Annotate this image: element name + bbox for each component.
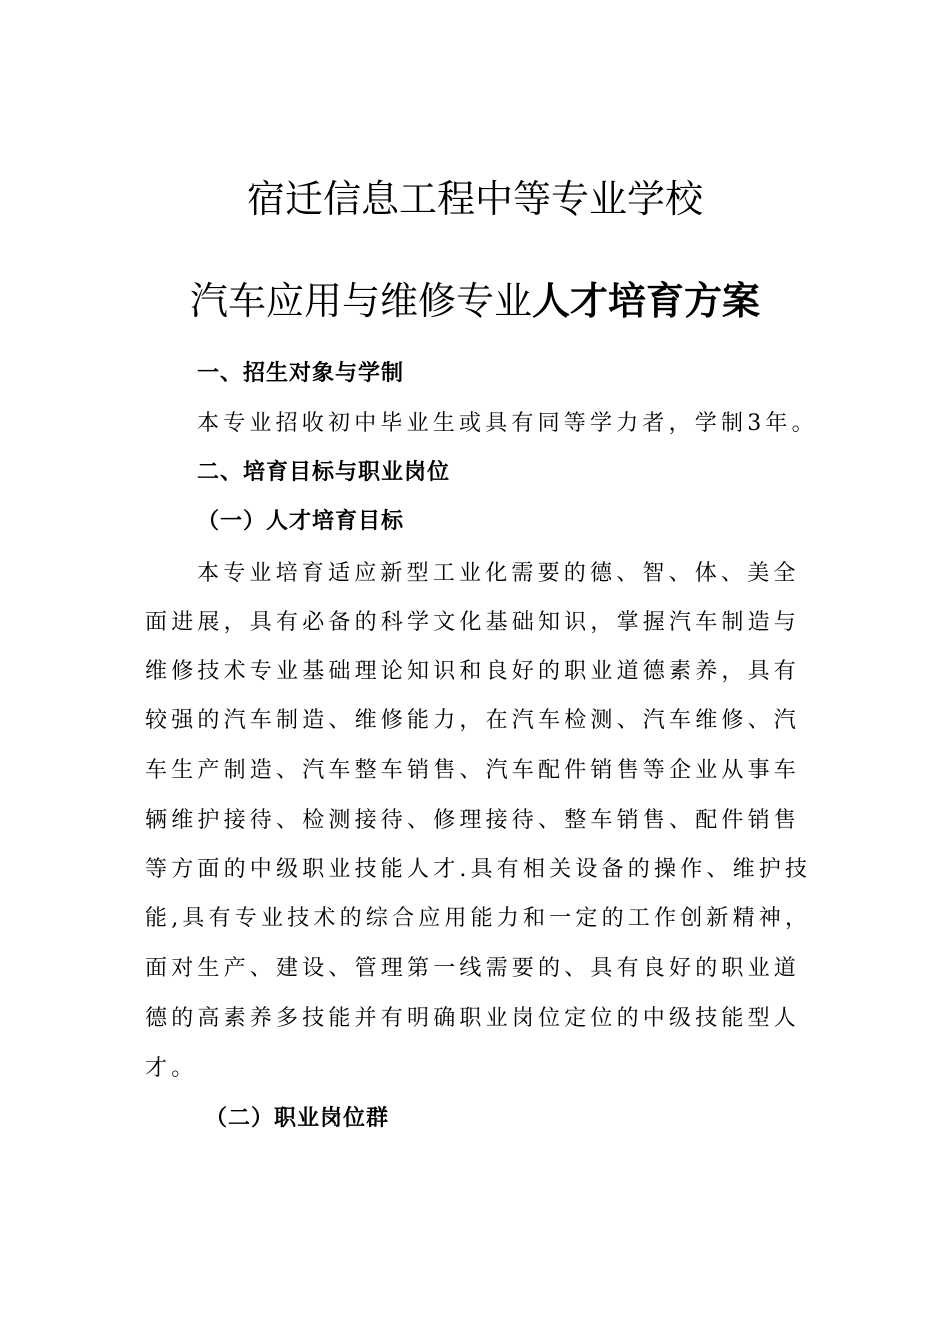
document-title-school: 宿迁信息工程中等专业学校	[246, 177, 703, 221]
section1-text: 本专业招收初中毕业生或具有同等学力者，学制3年。	[197, 411, 818, 436]
section2-heading: 二、培育目标与职业岗位	[197, 460, 451, 485]
paragraph-line: 面对生产、建设、管理第一线需要的、具有良好的职业道	[145, 956, 801, 981]
paragraph-line: 德的高素养多技能并有明确职业岗位定位的中级技能型人	[145, 1006, 801, 1031]
paragraph-line: 能,具有专业技术的综合应用能力和一定的工作创新精神，	[145, 906, 812, 931]
paragraph-line: 才。	[145, 1056, 198, 1081]
paragraph-line: 等方面的中级职业技能人才.具有相关设备的操作、维护技	[145, 857, 812, 882]
paragraph-line: 本专业培育适应新型工业化需要的德、智、体、美全	[197, 561, 800, 586]
section1-heading: 一、招生对象与学制	[197, 361, 405, 386]
paragraph-line: 面进展，具有必备的科学文化基础知识，掌握汽车制造与	[145, 610, 801, 635]
document-title-program	[0, 279, 950, 323]
title-plan-name: 人才培育方案	[532, 279, 761, 323]
paragraph-line: 辆维护接待、检测接待、修理接待、整车销售、配件销售	[145, 808, 801, 833]
title-program-name: 汽车应用与维修专业	[189, 279, 532, 323]
paragraph-line: 维修技术专业基础理论知识和良好的职业道德素养，具有	[145, 659, 801, 684]
paragraph-line: 车生产制造、汽车整车销售、汽车配件销售等企业从事车	[145, 758, 801, 783]
sub2-heading: （二）职业岗位群	[205, 1106, 390, 1131]
sub1-heading: （一）人才培育目标	[197, 509, 405, 534]
paragraph-line: 较强的汽车制造、维修能力，在汽车检测、汽车维修、汽	[145, 708, 801, 733]
